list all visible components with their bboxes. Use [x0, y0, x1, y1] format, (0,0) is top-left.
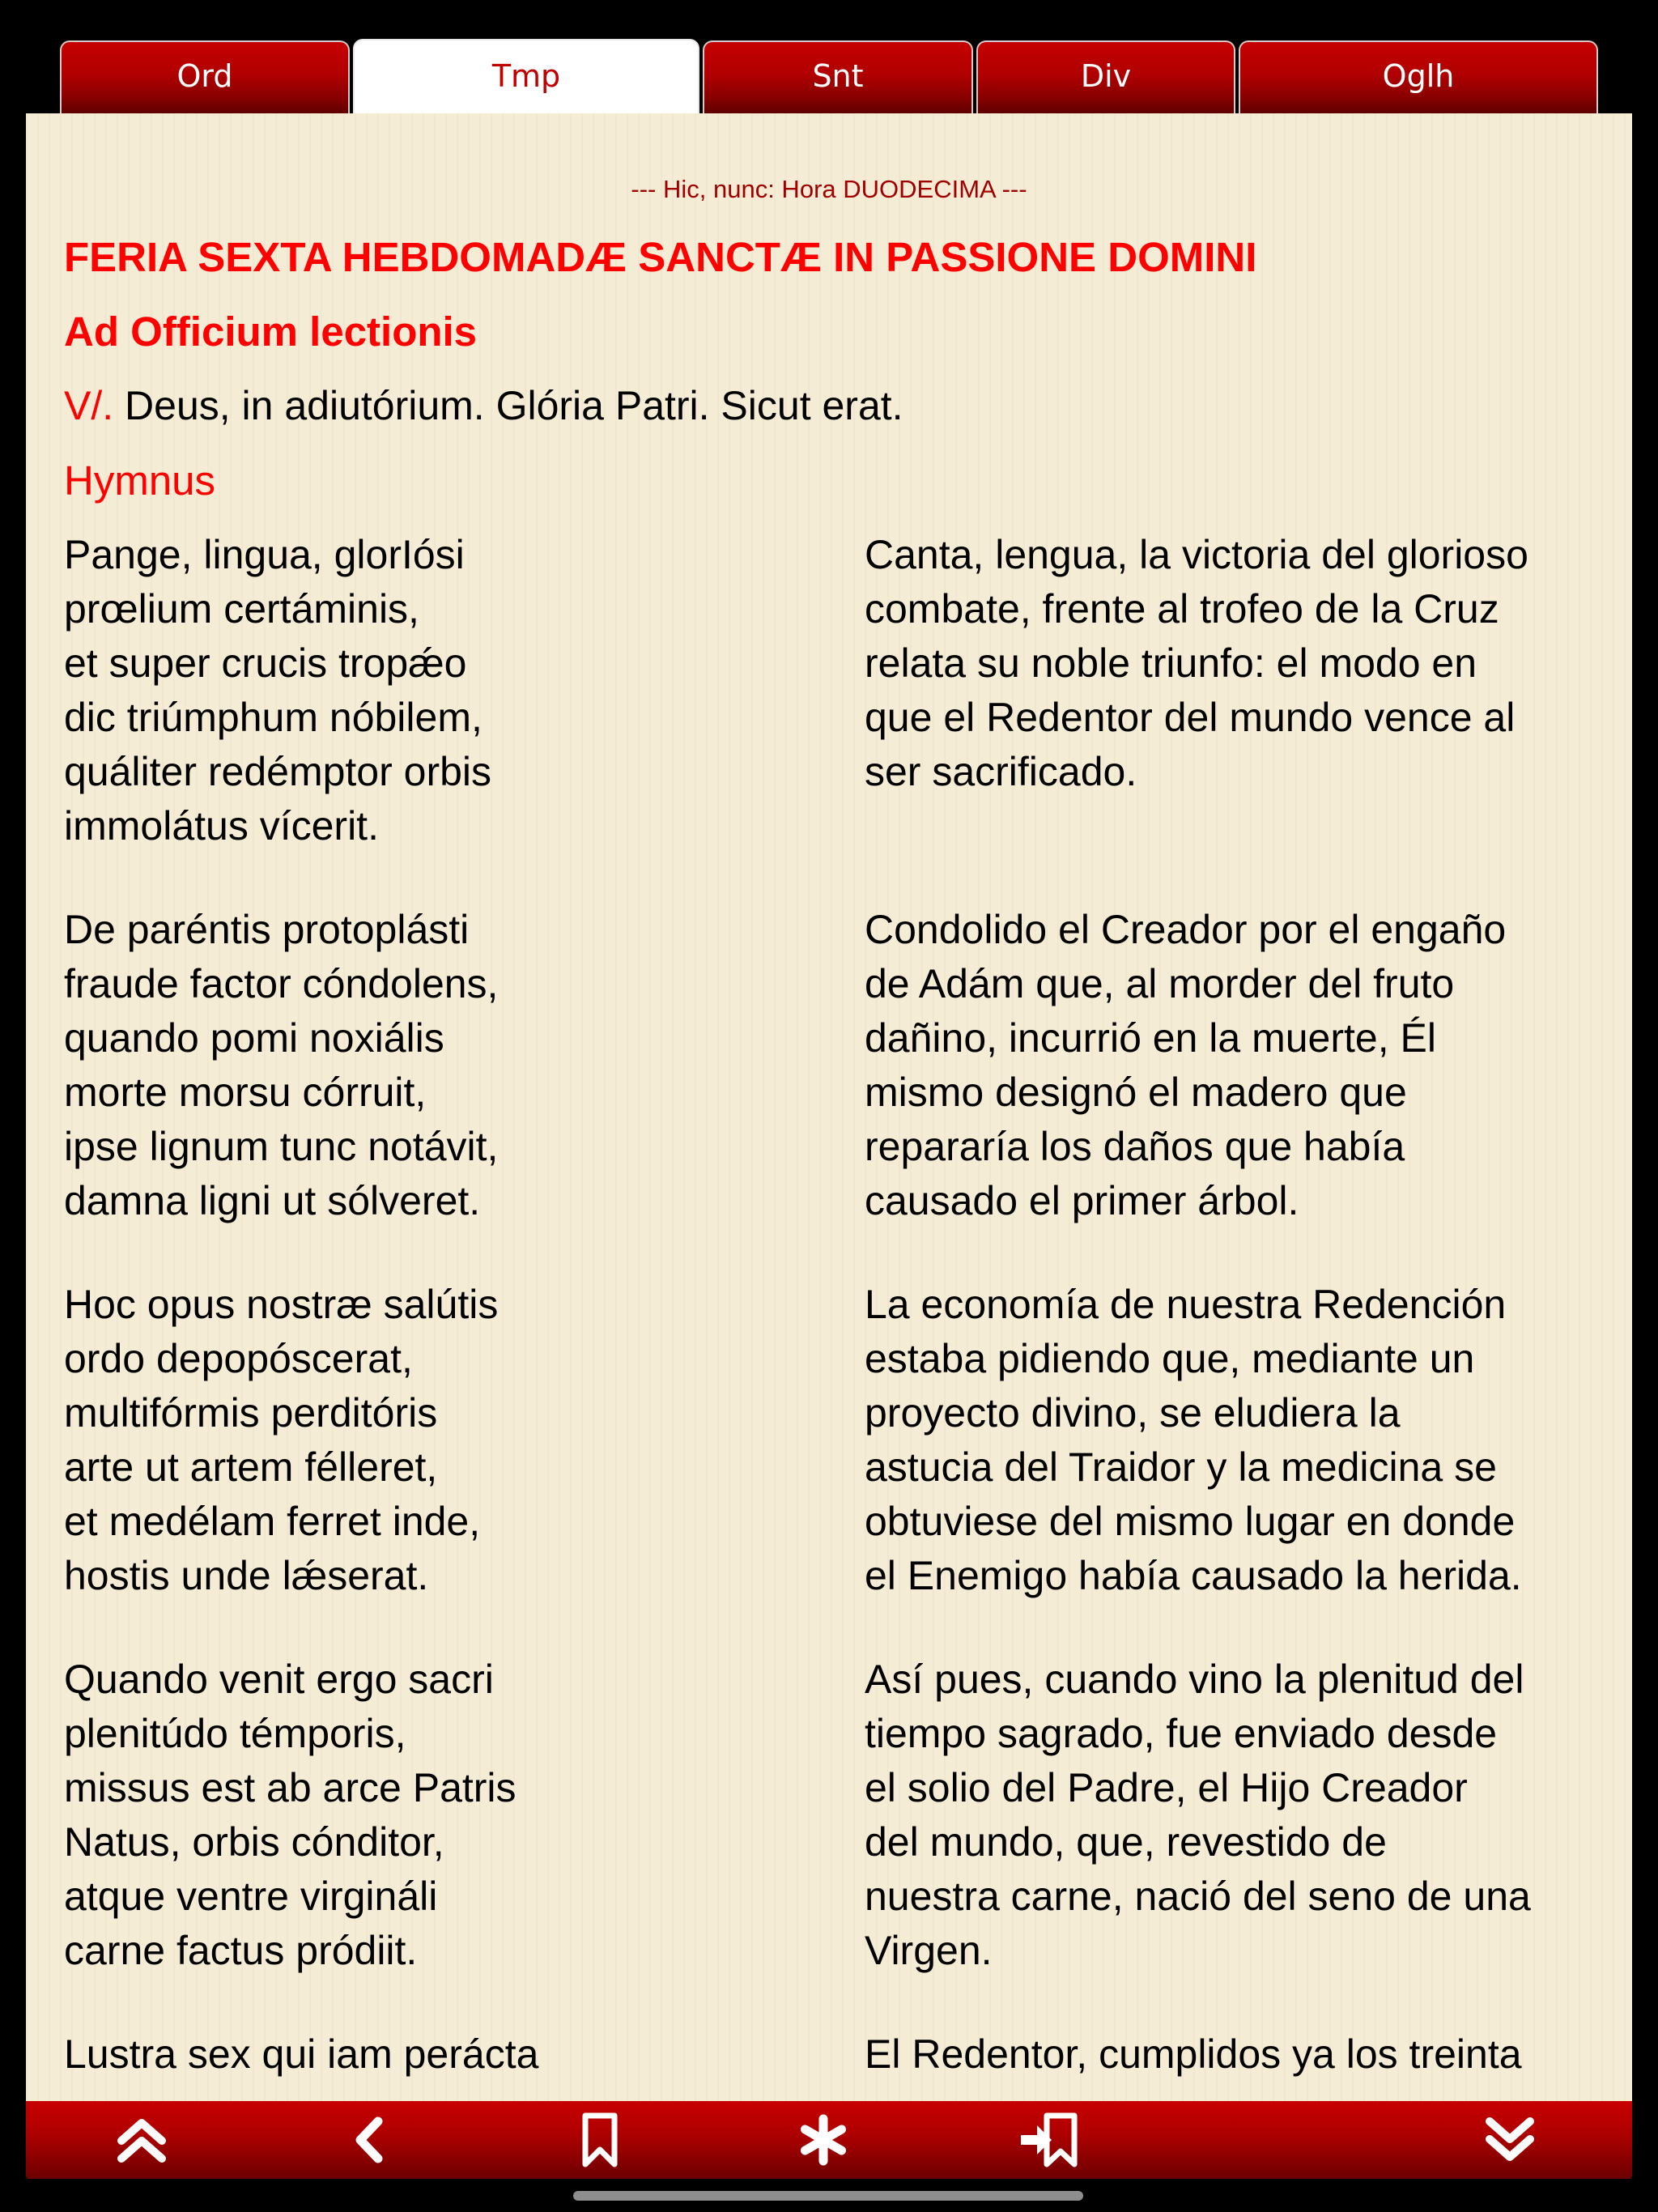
verse-line: proyecto divino, se eludiera la — [865, 1390, 1401, 1436]
verse-line: immolátus vícerit. — [64, 803, 379, 849]
office-title: FERIA SEXTA HEBDOMADÆ SANCTÆ IN PASSIONE DOMINI — [64, 234, 1257, 280]
latin-stanza — [64, 903, 793, 1228]
verse-line: quáliter redémptor orbis — [64, 749, 492, 794]
options-button[interactable] — [787, 2109, 860, 2171]
verse-line: nuestra carne, nació del seno de una — [865, 1874, 1531, 1919]
verse-line: arte ut artem félleret, — [64, 1444, 438, 1490]
latin-stanza — [64, 2027, 793, 2082]
verse-line: hostis unde lǽserat. — [64, 1553, 429, 1598]
verse-line: del mundo, que, revestido de — [865, 1819, 1387, 1865]
verse-line: El Redentor, cumplidos ya los treinta — [865, 2031, 1522, 2077]
chevron-left-icon — [346, 2113, 394, 2167]
tab-bar — [60, 40, 1598, 113]
verse-line: La economía de nuestra Redención — [865, 1282, 1507, 1327]
verse-line: el solio del Padre, el Hijo Creador — [865, 1765, 1468, 1810]
tab-div[interactable]: Div — [976, 40, 1235, 115]
current-hour-label: --- Hic, nunc: Hora DUODECIMA --- — [631, 175, 1027, 203]
previous-button[interactable] — [334, 2109, 406, 2171]
latin-stanza — [64, 1653, 793, 1978]
verse-line-blank — [865, 799, 1626, 853]
spanish-stanza — [865, 1278, 1626, 1603]
verse-line: combate, frente al trofeo de la Cruz — [865, 586, 1499, 632]
verse-line: Quando venit ergo sacri — [64, 1657, 494, 1702]
verse-line: Así pues, cuando vino la plenitud del — [865, 1657, 1524, 1702]
verse-line: estaba pidiendo que, mediante un — [865, 1336, 1475, 1381]
spanish-stanza — [865, 1653, 1626, 1978]
spanish-stanza — [865, 2027, 1626, 2082]
verse-line: atque ventre virgináli — [64, 1874, 438, 1919]
double-chevron-up-icon — [115, 2113, 168, 2167]
verse-line: Hoc opus nostræ salútis — [64, 1282, 499, 1327]
latin-stanza — [64, 1278, 793, 1603]
scroll-bottom-button[interactable] — [1473, 2109, 1546, 2171]
bookmark-button[interactable] — [563, 2109, 636, 2171]
versicle-mark: V/. — [64, 383, 114, 428]
hymn-latin-column — [64, 528, 793, 2101]
verse-line: Virgen. — [865, 1928, 993, 1973]
hymn-spanish-column — [865, 528, 1626, 2101]
verse-line: morte morsu córruit, — [64, 1070, 427, 1115]
verse-line: multifórmis perditóris — [64, 1390, 438, 1436]
tab-ord[interactable]: Ord — [60, 40, 350, 115]
verse-line: fraude factor cóndolens, — [64, 961, 499, 1006]
tab-snt[interactable]: Snt — [703, 40, 973, 115]
section-heading: Ad Officium lectionis — [64, 308, 478, 355]
hymn-heading: Hymnus — [64, 457, 216, 504]
goto-bookmark-button[interactable] — [1014, 2109, 1086, 2171]
verse-line: carne factus pródiit. — [64, 1928, 418, 1973]
verse-line: dañino, incurrió en la muerte, Él — [865, 1015, 1436, 1061]
tab-tmp[interactable]: Tmp — [353, 39, 699, 117]
verse-line: plenitúdo témporis, — [64, 1711, 406, 1756]
verse-line: mismo designó el madero que — [865, 1070, 1407, 1115]
tab-oglh[interactable]: Oglh — [1239, 40, 1598, 115]
bookmark-icon — [576, 2111, 624, 2169]
home-indicator[interactable] — [573, 2191, 1083, 2201]
verse-line: Lustra sex qui iam perácta — [64, 2031, 539, 2077]
verse-line: dic triúmphum nóbilem, — [64, 695, 483, 740]
verse-line: ser sacrificado. — [865, 749, 1137, 794]
versicle-text: Deus, in adiutórium. Glória Patri. Sicut erat. — [113, 383, 903, 428]
verse-line: tiempo sagrado, fue enviado desde — [865, 1711, 1498, 1756]
double-chevron-down-icon — [1483, 2113, 1537, 2167]
verse-line: el Enemigo había causado la herida. — [865, 1553, 1522, 1598]
verse-line: causado el primer árbol. — [865, 1178, 1299, 1223]
office-text-pane[interactable] — [26, 113, 1632, 2101]
verse-line: et super crucis tropǽo — [64, 640, 467, 686]
spanish-stanza — [865, 528, 1626, 853]
verse-line: que el Redentor del mundo vence al — [865, 695, 1516, 740]
verse-line: ipse lignum tunc notávit, — [64, 1124, 499, 1169]
verse-line: et medélam ferret inde, — [64, 1499, 481, 1544]
scroll-top-button[interactable] — [105, 2109, 178, 2171]
verse-line: Canta, lengua, la victoria del glorioso — [865, 532, 1528, 577]
verse-line: quando pomi noxiális — [64, 1015, 444, 1061]
versicle — [64, 382, 903, 429]
verse-line: astucia del Traidor y la medicina se — [865, 1444, 1497, 1490]
sign-in-bookmark-icon — [1018, 2111, 1082, 2169]
latin-stanza — [64, 528, 793, 853]
bottom-toolbar — [26, 2101, 1632, 2179]
verse-line: Pange, lingua, glorIósi — [64, 532, 465, 577]
verse-line: repararía los daños que había — [865, 1124, 1405, 1169]
verse-line: ordo depopóscerat, — [64, 1336, 413, 1381]
verse-line: obtuviese del mismo lugar en donde — [865, 1499, 1516, 1544]
verse-line: prœlium certáminis, — [64, 586, 419, 632]
verse-line: de Adám que, al morder del fruto — [865, 961, 1455, 1006]
verse-line: De paréntis protoplásti — [64, 907, 470, 952]
verse-line: damna ligni ut sólveret. — [64, 1178, 481, 1223]
verse-line: missus est ab arce Patris — [64, 1765, 517, 1810]
verse-line: Natus, orbis cónditor, — [64, 1819, 444, 1865]
verse-line: Condolido el Creador por el engaño — [865, 907, 1507, 952]
asterisk-icon — [797, 2114, 849, 2166]
spanish-stanza — [865, 903, 1626, 1228]
verse-line: relata su noble triunfo: el modo en — [865, 640, 1477, 686]
